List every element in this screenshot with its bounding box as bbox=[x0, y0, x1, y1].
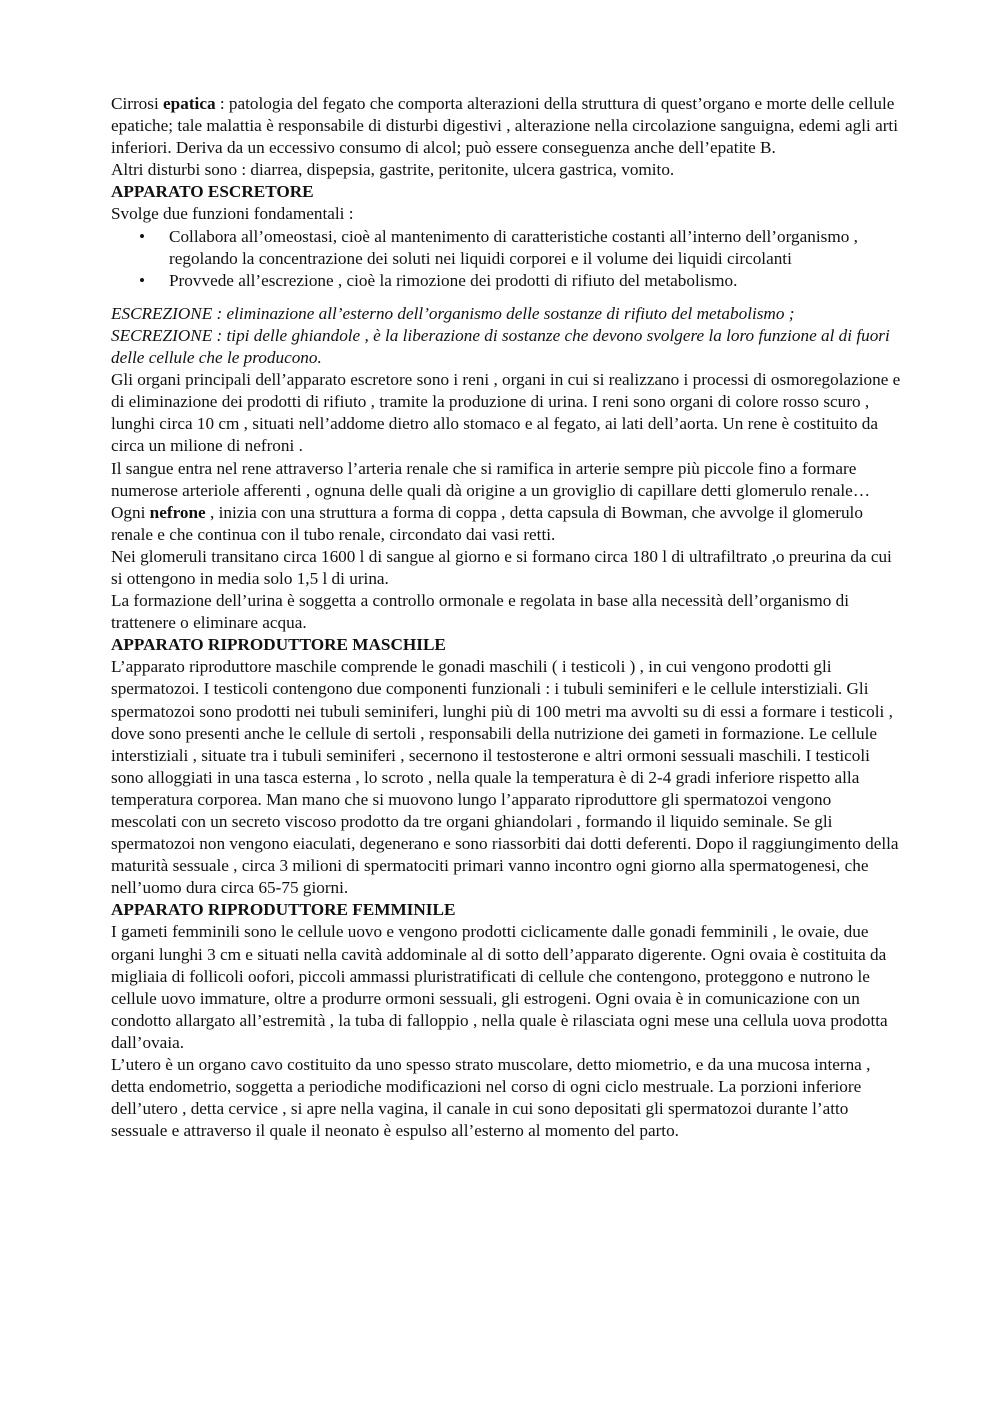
heading-apparato-escretore: APPARATO ESCRETORE bbox=[111, 182, 314, 202]
document-page bbox=[111, 93, 901, 1142]
paragraph-riproduttore-maschile: L’apparato riproduttore maschile comprende le gonadi maschili ( i testicoli ) , in cui vengono prodotti gli spermatozoi. I testicoli contengono due componenti funzionali : i tubuli seminiferi e le cellule interstiziali. Gli spermatozoi sono prodotti nei tubuli seminiferi, lunghi più di 100 metri ma avvolti su di essi a formare i testicoli , dove sono presenti anche le cellule di sertoli , responsabili della nutrizione dei gameti in formazione. Le cellule interstiziali , situate tra i tubuli seminiferi , secernono il testosterone e altri ormoni sessuali maschili. I testicoli sono alloggiati in una tasca esterna , lo scroto , nella quale la temperatura è di 2-4 gradi inferiore rispetto alla temperatura corporea. Man mano che si muovono lungo l’apparato riproduttore gli spermatozoi vengono mescolati con un secreto viscoso prodotto da tre organi ghiandolari , formando il liquido seminale. Se gli spermatozoi non vengono eiaculati, degenerano e sono riassorbiti dai dotti deferenti. Dopo il raggiungimento della maturità sessuale , circa 3 milioni di spermatociti primari vanno incontro ogni giorno alla spermatogenesi, che nell’uomo dura circa 65-75 giorni. bbox=[111, 657, 899, 898]
paragraph-cirrosi bbox=[111, 93, 901, 159]
bullet-list-funzioni bbox=[111, 226, 901, 292]
paragraph-riproduttore-femminile: I gameti femminili sono le cellule uovo e vengono prodotti ciclicamente dalle gonadi femminili , le ovaie, due organi lunghi 3 cm e situati nella cavità addominale al di sotto dell’apparato digerente. Ogni ovaia è costituita da migliaia di follicoli oofori, piccoli ammassi pluristratificati di cellule che contengono, proteggono e nutrono le cellule uovo immature, oltre a produrre ormoni sessuali, gli estrogeni. Ogni ovaia è in comunicazione con un condotto allargato all’estremità , la tuba di falloppio , nella quale è rilasciata ogni mese una cellula uova prodotta dall’ovaia. bbox=[111, 922, 888, 1052]
secrezione-definition: SECREZIONE : tipi delle ghiandole , è la liberazione di sostanze che devono svolgere la loro funzione al di fuori delle cellule che le producono. bbox=[111, 325, 890, 368]
cirrosi-text: : patologia del fegato che comporta alterazioni della struttura di quest’organo e morte delle cellule epatiche; tale malattia è responsabile di disturbi digestivi , alterazione nella circolazione sanguigna, edemi agli arti inferiori. Deriva da un eccessivo consumo di alcol; può essere conseguenza anche dell’epatite B. bbox=[111, 94, 898, 158]
bullet-item-omeostasi: • Collabora all’omeostasi, cioè al mantenimento di caratteristiche costanti all’interno dell’organismo , regolando la concentrazione dei soluti nei liquidi corporei e il volume dei liquidi circolanti bbox=[169, 226, 901, 270]
paragraph-escrezione-definition bbox=[111, 303, 901, 369]
paragraph-utero: L’utero è un organo cavo costituito da uno spesso strato muscolare, detto miometrio, e da una mucosa interna , detta endometrio, soggetta a periodiche modificazioni nel corso di ogni ciclo mestruale. La porzioni inferiore dell’utero , detta cervice , si apre nella vagina, il canale in cui sono depositati gli spermatozoi durante l’atto sessuale e attraverso il quale il neonato è espulso all’esterno al momento del parto. bbox=[111, 1055, 871, 1141]
paragraph-nefrone bbox=[111, 502, 901, 546]
paragraph-reni: Gli organi principali dell’apparato escretore sono i reni , organi in cui si realizzano i processi di osmoregolazione e di eliminazione dei prodotti di rifiuto , tramite la produzione di urina. I reni sono organi di colore rosso scuro , lunghi circa 10 cm , situati nell’addome dietro allo stomaco e al fegato, ai lati dell’aorta. Un rene è costituito da circa un milione di nefroni . bbox=[111, 370, 901, 456]
cirrosi-bold-term: epatica bbox=[163, 94, 216, 113]
nefrone-text: , inizia con una struttura a forma di coppa , detta capsula di Bowman, che avvolge il glomerulo renale e che continua con il tubo renale, circondato dai vasi retti. bbox=[111, 502, 863, 544]
nefrone-lead: Ogni bbox=[111, 502, 150, 522]
paragraph-sangue-rene: Il sangue entra nel rene attraverso l’arteria renale che si ramifica in arterie sempre più piccole fino a formare numerose arteriole afferenti , ognuna delle quali dà origine a un groviglio di capillare detti glomerulo renale… bbox=[111, 458, 871, 500]
heading-apparato-riproduttore-femminile: APPARATO RIPRODUTTORE FEMMINILE bbox=[111, 900, 456, 920]
bullet-item-escrezione: • Provvede all’escrezione , cioè la rimozione dei prodotti di rifiuto del metabolismo. bbox=[169, 270, 901, 292]
paragraph-formazione-urina: La formazione dell’urina è soggetta a controllo ormonale e regolata in base alla necessità dell’organismo di trattenere o eliminare acqua. bbox=[111, 591, 849, 633]
heading-apparato-riproduttore-maschile: APPARATO RIPRODUTTORE MASCHILE bbox=[111, 635, 446, 655]
paragraph-altri-disturbi: Altri disturbi sono : diarrea, dispepsia, gastrite, peritonite, ulcera gastrica, vomito. bbox=[111, 160, 675, 180]
escrezione-definition: ESCREZIONE : eliminazione all’esterno dell’organismo delle sostanze di rifiuto del metabolismo ; bbox=[111, 303, 795, 323]
paragraph-glomeruli: Nei glomeruli transitano circa 1600 l di sangue al giorno e si formano circa 180 l di ultrafiltrato ,o preurina da cui si ottengono in media solo 1,5 l di urina. bbox=[111, 546, 892, 588]
paragraph-escretore-intro: Svolge due funzioni fondamentali : bbox=[111, 204, 354, 224]
cirrosi-lead: Cirrosi bbox=[111, 94, 164, 113]
nefrone-bold-term: nefrone bbox=[149, 502, 206, 522]
